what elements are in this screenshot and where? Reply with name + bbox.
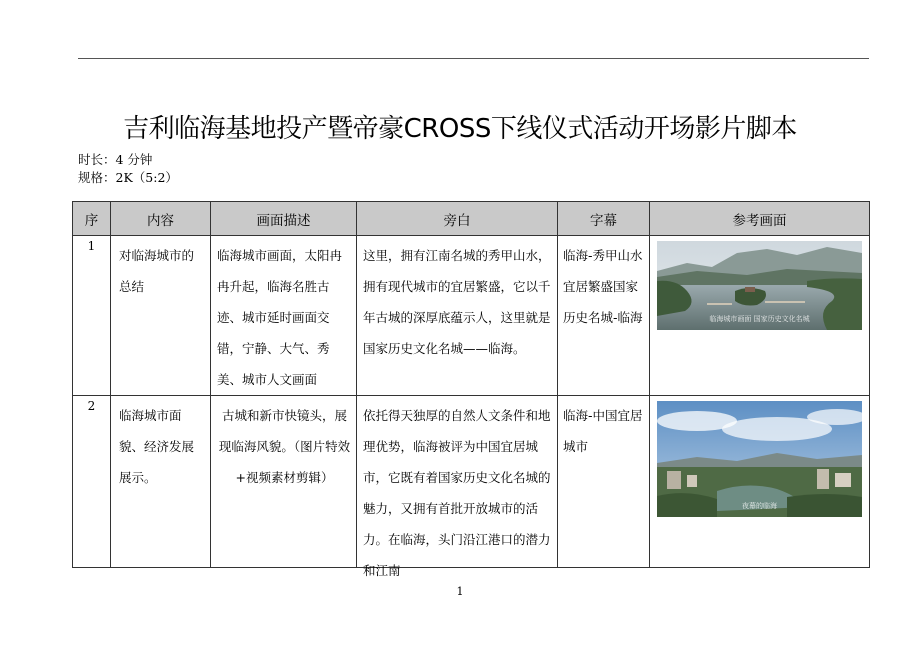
table-row: [73, 396, 870, 568]
content-text: 对临海城市的总结: [119, 248, 195, 294]
narration-cell: [357, 396, 558, 578]
header-reference-image: 参考画面: [650, 202, 870, 236]
subtitle-text: 临海-秀甲山水宜居繁盛国家历史名城-临海: [563, 248, 643, 325]
subtitle-cell: [558, 236, 650, 396]
table-row: [73, 236, 870, 396]
description-cell: [211, 396, 357, 568]
reference-photo-caption: 临海城市画面 国家历史文化名城: [709, 315, 810, 323]
description-cell: [211, 236, 357, 396]
reference-photo-lake: [657, 241, 862, 330]
row-number: 2: [73, 396, 111, 568]
table-header-row: [73, 202, 870, 236]
reference-image-cell: [650, 236, 870, 396]
description-text: 古城和新市快镜头，展现临海风貌。（图片特效+视频素材剪辑）: [218, 408, 351, 485]
header-subtitle: 字幕: [558, 202, 650, 236]
row-number: 1: [73, 236, 111, 396]
subtitle-cell: [558, 396, 650, 568]
page-number: 1: [456, 585, 464, 598]
subtitle-text: 临海-中国宜居城市: [563, 408, 643, 454]
content-cell: [111, 396, 211, 568]
narration-cell: [357, 236, 558, 396]
duration-label: 时长：4 分钟: [78, 152, 153, 167]
header-content: 内容: [111, 202, 211, 236]
city-panorama-image: [657, 401, 862, 517]
header-narration: 旁白: [357, 202, 558, 236]
document-title: 吉利临海基地投产暨帝豪CROSS下线仪式活动开场影片脚本: [123, 114, 797, 144]
script-table: [72, 201, 870, 578]
description-text: 临海城市画面，太阳冉冉升起，临海名胜古迹、城市延时画面交错，宁静、大气、秀美、城市人文画面: [217, 248, 343, 387]
header-number: 序: [73, 202, 111, 236]
reference-photo-caption: 夜幕的临海: [742, 502, 777, 510]
narration-text: 依托得天独厚的自然人文条件和地理优势，临海被评为中国宜居城市，它既有着国家历史文化名城的魅力，又拥有首批开放城市的活力。在临海，头门沿江港口的潜力和江南: [363, 408, 551, 578]
spec-label: 规格：2K（5:2）: [78, 170, 178, 185]
header-rule: [78, 58, 869, 59]
narration-text: 这里，拥有江南名城的秀甲山水，拥有现代城市的宜居繁盛，它以千年古城的深厚底蕴示人，这里就是国家历史文化名城——临海。: [363, 248, 551, 356]
header-description: 画面描述: [211, 202, 357, 236]
content-cell: [111, 236, 211, 396]
reference-image-cell: [650, 396, 870, 568]
content-text: 临海城市面貌、经济发展展示。: [119, 408, 195, 485]
reference-photo-city: [657, 401, 862, 517]
